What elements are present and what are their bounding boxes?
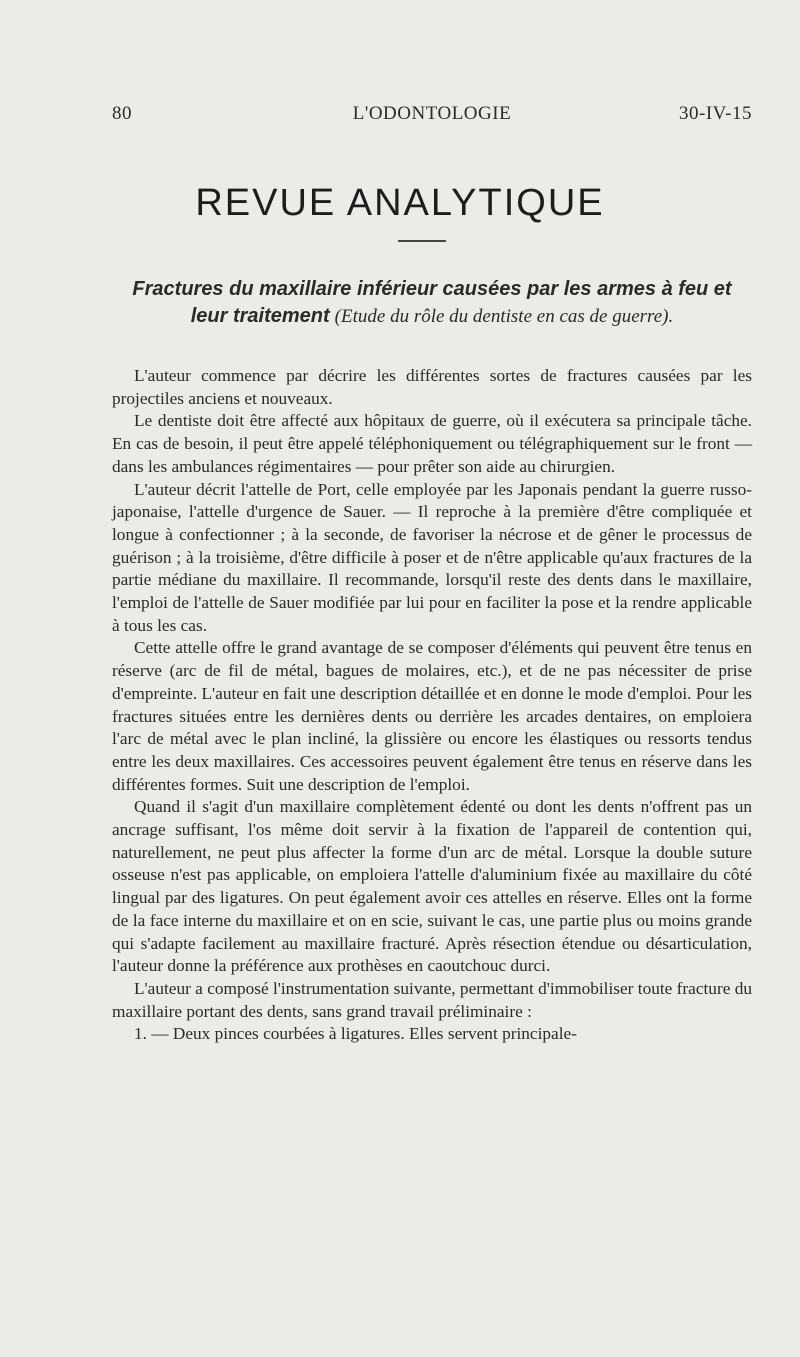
running-header — [112, 103, 752, 133]
paragraph: Quand il s'agit d'un maxillaire complètement édenté ou dont les dents n'offrent pas un ancrage suffisant, l'os même doit servir à la fixation de l'appareil de contention qui, naturellement, ne peut plus affecter la forme d'un arc de métal. Lorsque la double suture osseuse n'est pas applicable, on emploiera l'attelle d'aluminium fixée au maxillaire du côté lingual par des ligatures. On peut également avoir ces attelles en réserve. Elles ont la forme de la face interne du maxillaire et on en scie, suivant le cas, une partie plus ou moins grande qui s'adapte facilement au maxillaire fracturé. Après résection étendue ou désarticulation, l'auteur donne la préférence aux prothèses en caoutchouc durci. — [112, 797, 752, 976]
journal-name: L'ODONTOLOGIE — [352, 103, 512, 124]
title-divider — [398, 240, 446, 242]
paragraph: L'auteur commence par décrire les différentes sortes de fractures causées par les projectiles anciens et nouveaux. — [112, 366, 752, 408]
paragraph: Le dentiste doit être affecté aux hôpitaux de guerre, où il exécutera sa principale tâche. En cas de besoin, il peut être appelé téléphoniquement ou télégraphiquement sur le front — dans les ambulances régimentaires — pour prêter son aide au chirurgien. — [112, 411, 752, 476]
paragraph: Cette attelle offre le grand avantage de se composer d'éléments qui peuvent être tenus en réserve (arc de fil de métal, bagues de molaires, etc.), et de ne pas nécessiter de prise d'empreinte. L'auteur en fait une description détaillée et en donne le mode d'emploi. Pour les fractures situées entre les dernières dents ou derrière les arcades dentaires, on emploiera l'arc de métal avec le plan incliné, la glissière ou encore les élastiques ou ressorts tendus entre les deux maxillaires. Ces accessoires peuvent également être tenus en réserve dans les différentes formes. Suit une description de l'emploi. — [112, 638, 752, 794]
paragraph: L'auteur décrit l'attelle de Port, celle employée par les Japonais pendant la guerre russo-japonaise, l'attelle d'urgence de Sauer. — Il reproche à la première d'être compliquée et longue à confectionner ; à la seconde, de favoriser la nécrose et de gêner le processus de guérison ; à la troisième, d'être difficile à poser et de n'être applicable qu'aux fractures de la partie médiane du maxillaire. Il recommande, lorsqu'il reste des dents dans le maxillaire, l'emploi de l'attelle de Sauer modifiée par lui pour en faciliter la pose et la rendre applicable à tous les cas. — [112, 479, 752, 635]
article-title-subtitle: (Etude du rôle du dentiste en cas de guerre). — [334, 306, 674, 327]
section-title: REVUE ANALYTIQUE — [195, 182, 605, 224]
page-number: 80 — [112, 103, 132, 124]
paragraph: L'auteur a composé l'instrumentation suivante, permettant d'immobiliser toute fracture du maxillaire portant des dents, sans grand travail préliminaire : — [112, 978, 752, 1021]
article-title-main: Fractures du maxillaire inférieur causées par les armes à feu et leur traitement — [132, 278, 732, 327]
article-body — [112, 365, 752, 1046]
paragraph: 1. — Deux pinces courbées à ligatures. Elles servent principale- — [134, 1024, 577, 1044]
article-title — [112, 276, 752, 330]
issue-date: 30-IV-15 — [679, 103, 752, 124]
